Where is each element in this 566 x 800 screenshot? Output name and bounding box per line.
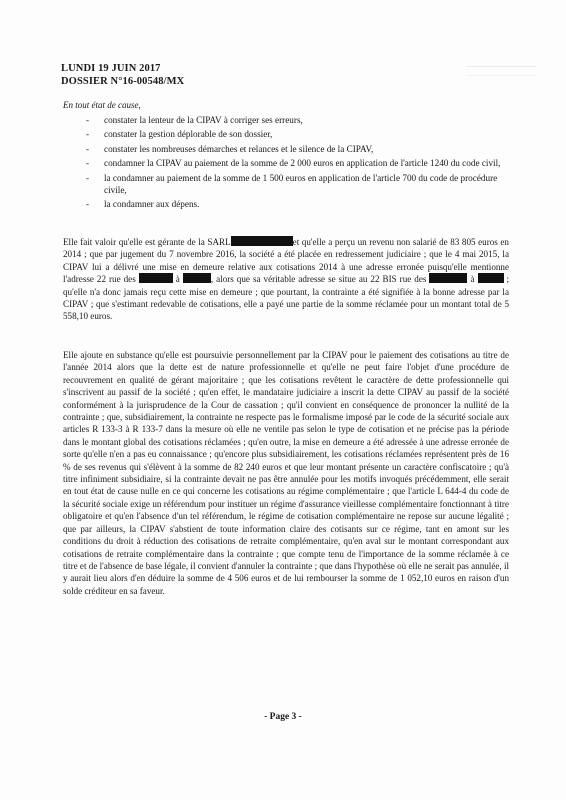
redaction-block — [478, 273, 504, 283]
redaction-block — [429, 273, 467, 283]
list-item: - constater les nombreuses démarches et relances et le silence de la CIPAV, — [86, 143, 506, 155]
redaction-block — [139, 273, 173, 283]
text-run: Elle fait valoir qu'elle est gérante de la SARL — [63, 237, 231, 247]
document-header — [61, 62, 184, 88]
list-item: - constater la gestion déplorable de son dossier, — [86, 128, 506, 140]
hearing-date: LUNDI 19 JUIN 2017 — [61, 63, 161, 74]
text-run: à — [470, 274, 475, 285]
scan-artifact — [466, 66, 536, 76]
list-item: - la condamner aux dépens. — [86, 198, 506, 210]
text-run: , alors que sa véritable adresse se situe au 22 BIS rue des — [210, 274, 427, 285]
list-item: - constater la lenteur de la CIPAV à corriger ses erreurs, — [86, 114, 506, 126]
claims-list — [86, 114, 506, 213]
intro-line: En tout état de cause, — [63, 100, 141, 110]
list-item: - la condamner au paiement de la somme de 1 500 euros en application de l'article 700 du code de procédure civile, — [86, 172, 506, 197]
text-run: à — [175, 274, 180, 285]
paragraph-arguments: Elle ajoute en substance qu'elle est poursuivie personnellement par la CIPAV pour le paiement des cotisations au titre de l'année 2014 alors que la dette est de nature professionnelle et qu'elle ne peut faire l'objet d'une procédure de recouvrement en qualité de gérant majoritaire ; que les cotisations revêtent le caractère de dette professionnelle qui s'inscrivent au passif de la société ; qu'en effet, le mandataire judiciaire a inscrit la dette CIPAV au passif de la société conformément à la jurisprudence de la Cour de cassation ; qu'il convient en conséquence de prononcer la nullité de la contrainte ; que, subsidiairement, la contrainte ne respecte pas le formalisme imposé par le code de la sécurité sociale aux articles R 133-3 à R 133-7 dans la mesure où elle ne ventile pas selon le type de cotisation et ne précise pas la période dans le montant global des cotisations réclamées ; qu'en outre, la mise en demeure a été adressée à une adresse erronée de sorte qu'elle n'en a pas eu connaissance ; qu'encore plus subsidiairement, les cotisations réclamées représentent près de 16 % de ses revenus qui s'élèvent à la somme de 82 240 euros et que leur montant présente un caractère confiscatoire ; qu'à titre infiniment subsidiaire, si la contrainte devait ne pas être annulée pour les motifs invoqués précédemment, elle serait en tout état de cause nulle en ce qui concerne les cotisations au régime complémentaire ; que l'article L 644-4 du code de la sécurité sociale exige un référendum pour instituer un régime d'assurance vieillesse complémentaire fonctionnant à titre obligatoire et qu'en l'absence d'un tel référendum, le régime de cotisation complémentaire ne repose sur aucune légalité ; que par ailleurs, la CIPAV s'abstient de toute information claire des cotisants sur ce régime, tant en amont sur les conditions du droit à réduction des cotisations de retraite complémentaire, qu'en aval sur le montant correspondant aux cotisations de retraite complémentaire dans la contrainte ; que compte tenu de l'importance de la somme réclamée à ce titre et de l'absence de base légale, il convient d'annuler la contrainte ; que dans l'hypothèse où elle ne serait pas annulée, il y aurait lieu alors d'en déduire la somme de 4 506 euros et de lui rembourser la somme de 1 052,10 euros en raison d'un solde créditeur en sa faveur. — [63, 350, 509, 596]
list-item: - condamner la CIPAV au paiement de la somme de 2 000 euros en application de l'article 1240 du code civil, — [86, 157, 506, 169]
dossier-number: DOSSIER N°16-00548/MX — [61, 76, 185, 87]
text-run: et qu'elle a perçu un revenu non salarié de 83 805 euros en 2014 ; que par jugement du 7 novembre 2016, la société a été placée en redressement judiciaire ; que le 4 mai 2015, la CIPAV lui a délivré une mise en demeure relative aux cotisations 2014 à une adresse erronée puisqu'elle mentionne l'adresse 22 rue des — [63, 237, 509, 285]
redaction-block — [231, 236, 293, 246]
page-number: - Page 3 - — [264, 712, 302, 722]
redaction-block — [183, 273, 211, 283]
paragraph-facts — [63, 236, 509, 323]
text-run: ; qu'elle n'a donc jamais reçu cette mise en demeure ; que pourtant, la contrainte a été signifiée à la bonne adresse par la CIPAV ; que s'estimant redevable de cotisations, elle a payé une partie de la somme réclamée pour un montant total de 5 558,10 euros. — [63, 274, 510, 322]
